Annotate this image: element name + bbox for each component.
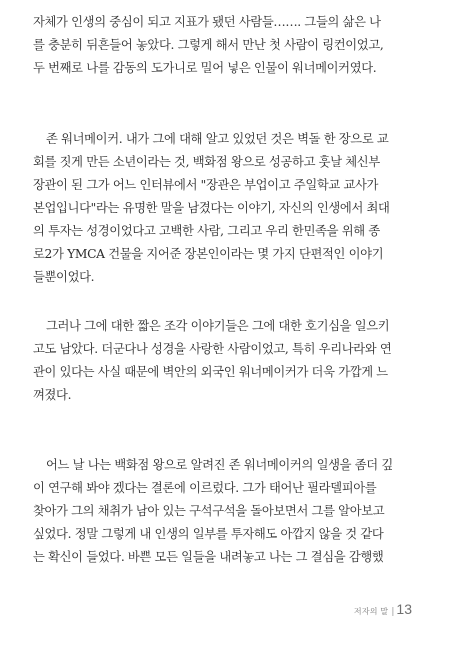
text-line: 로2가 YMCA 건물을 지어준 장본인이라는 몇 가지 단편적인 이야기 (33, 247, 384, 261)
paragraph-1 (33, 11, 413, 80)
text-line: 는 확신이 들었다. 바쁜 모든 일들을 내려놓고 나는 그 결심을 감행했 (33, 550, 384, 564)
section-title: 저자의 말 (353, 607, 389, 616)
text-line: 고도 남았다. 더군다나 성경을 사랑한 사람이었고, 특히 우리나라와 연 (33, 342, 392, 356)
text-line: 자체가 인생의 중심이 되고 지표가 됐던 사람들……. 그들의 삶은 나 (33, 15, 381, 29)
text-line: 어느 날 나는 백화점 왕으로 알려진 존 워너메이커의 일생을 좀더 깊 (46, 458, 393, 472)
paragraph-3 (33, 315, 413, 407)
text-line: 장관이 된 그가 어느 인터뷰에서 "장관은 부업이고 주일학교 교사가 (33, 178, 379, 192)
page-number: 13 (396, 601, 412, 617)
text-line: 본업입니다"라는 유명한 말을 남겼다는 이야기, 자신의 인생에서 최대 (33, 201, 390, 215)
paragraph-4 (33, 454, 413, 569)
text-line: 두 번째로 나를 감동의 도가니로 밀어 넣은 인물이 워너메이커였다. (33, 61, 377, 75)
text-line: 존 워너메이커. 내가 그에 대해 알고 있었던 것은 벽돌 한 장으로 교 (46, 132, 389, 146)
text-line: 그러나 그에 대한 짧은 조각 이야기들은 그에 대한 호기심을 일으키 (46, 319, 390, 333)
paragraph-2 (33, 128, 413, 289)
text-line: 들뿐이었다. (33, 270, 95, 284)
text-line: 의 투자는 성경이었다고 고백한 사람, 그리고 우리 한민족을 위해 종 (33, 224, 380, 238)
page-footer (354, 601, 412, 619)
text-line: 이 연구해 봐야 겠다는 결론에 이르렀다. 그가 태어난 필라델피아를 (33, 481, 377, 495)
text-line: 회를 짓게 만든 소년이라는 것, 백화점 왕으로 성공하고 훗날 체신부 (33, 155, 380, 169)
text-line: 를 충분히 뒤흔들어 놓았다. 그렇게 해서 만난 첫 사람이 링컨이었고, (33, 38, 384, 52)
text-line: 관이 있다는 사실 때문에 벽안의 외국인 워너메이커가 더욱 가깝게 느 (33, 365, 388, 379)
text-line: 찾아가 그의 채취가 남아 있는 구석구석을 돌아보면서 그를 알아보고 (33, 504, 385, 518)
text-line: 싶었다. 정말 그렇게 내 인생의 일부를 투자해도 아깝지 않을 것 같다 (33, 527, 384, 541)
text-line: 껴졌다. (33, 388, 72, 402)
footer-separator: | (391, 607, 395, 617)
